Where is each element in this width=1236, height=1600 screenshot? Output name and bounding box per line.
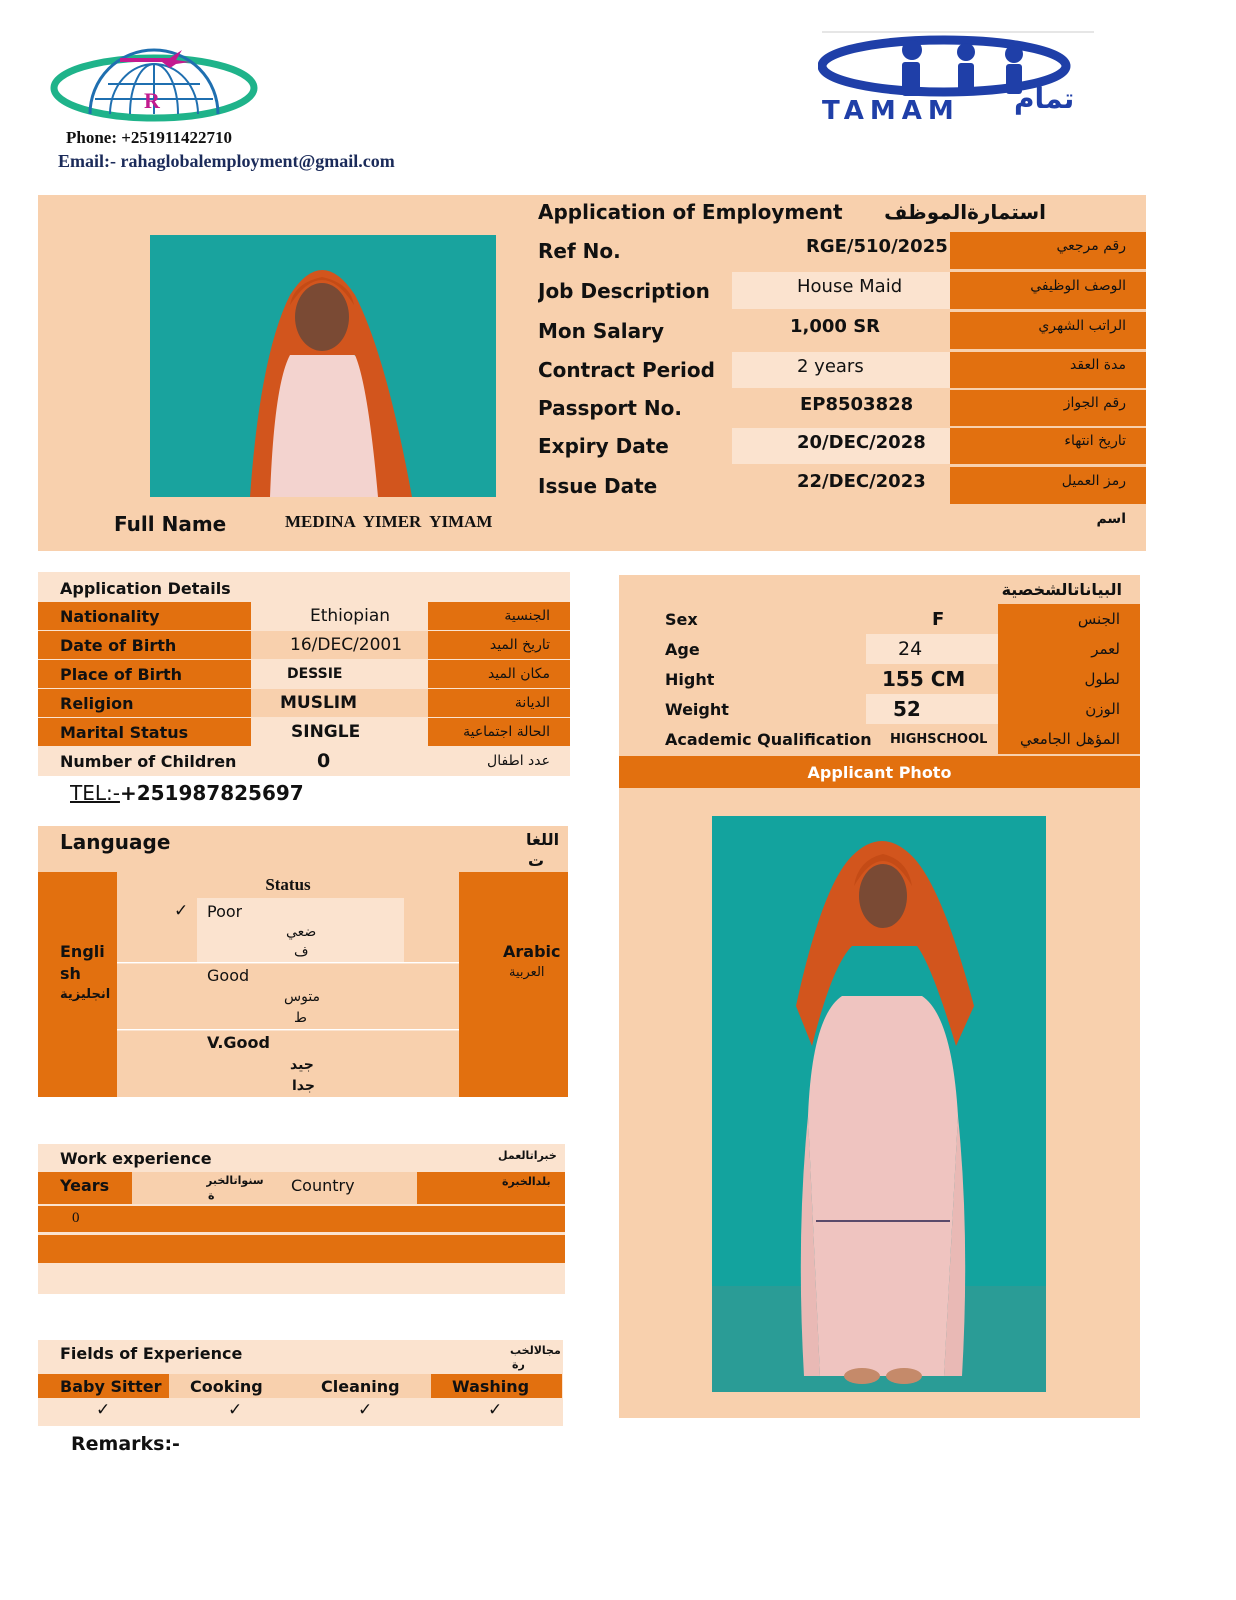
level-good-label: Good — [207, 965, 250, 985]
work-row-2 — [38, 1235, 565, 1263]
field-0-check[interactable]: ✓ — [96, 1400, 111, 1420]
tamam-logo-text: TAMAM — [822, 96, 960, 126]
arabic-column — [459, 872, 568, 1097]
fields-title: Fields of Experience — [60, 1343, 243, 1363]
full-name-value: MEDINA YIMER YIMAM — [285, 512, 493, 531]
app-row-value: 20/DEC/2028 — [797, 431, 926, 453]
app-row-ar: رمز العميل — [1061, 472, 1126, 489]
details-row-label: Number of Children — [60, 751, 237, 771]
work-country-ar: بلدالخبرة — [502, 1174, 551, 1188]
app-row-ar: رقم مرجعي — [1056, 237, 1126, 254]
remarks-label: Remarks:- — [71, 1433, 180, 1455]
application-title: Application of Employment — [538, 200, 843, 224]
work-row-1 — [38, 1206, 565, 1232]
header-phone: Phone: +251911422710 — [66, 128, 232, 147]
level-vgood-label: V.Good — [207, 1032, 270, 1052]
language-title-ar-2: ت — [528, 850, 545, 870]
fields-title-ar-1: مجالالخب — [510, 1343, 561, 1357]
applicant-headshot — [150, 235, 496, 497]
details-row-label: Date of Birth — [60, 635, 177, 655]
app-row-ar: مدة العقد — [1070, 357, 1126, 373]
english-label-ar: انجليزية — [60, 986, 111, 1002]
app-row-label: Issue Date — [538, 473, 658, 498]
application-title-ar: استمارةالموظف — [884, 200, 1046, 224]
level-vgood-ar-1: جيد — [290, 1057, 314, 1073]
app-row-label: Mon Salary — [538, 318, 664, 343]
personal-row-value: 155 CM — [882, 667, 966, 691]
tamam-logo-arabic: تمام — [1014, 82, 1075, 115]
details-row-value: 16/DEC/2001 — [290, 635, 403, 655]
details-row-value: Ethiopian — [310, 606, 391, 626]
app-row-label: Ref No. — [538, 238, 621, 263]
raha-logo — [50, 44, 260, 128]
arabic-label-ar: العربية — [509, 964, 545, 980]
applicant-photo-label: Applicant Photo — [619, 756, 1140, 788]
tel-number: +251987825697 — [119, 781, 304, 805]
personal-row-ar: لعمر — [1091, 640, 1120, 658]
work-years-ar-2: ة — [208, 1188, 215, 1202]
work-title-ar: خبراتالعمل — [498, 1148, 557, 1162]
level-vgood-bg — [117, 1030, 459, 1097]
raha-logo-letter: R — [144, 88, 160, 113]
tel-row — [70, 778, 304, 808]
app-row-label: Passport No. — [538, 396, 682, 420]
personal-row-value: 52 — [893, 697, 921, 721]
work-years-ar-1: سنواتالخبر — [206, 1173, 264, 1187]
app-row-label: Job Description — [538, 278, 710, 303]
english-label-1: Engli — [60, 941, 105, 961]
level-poor-ar-2: ف — [294, 944, 309, 960]
personal-row-value-bg — [866, 634, 998, 664]
personal-row-ar: الجنس — [1077, 610, 1120, 628]
work-country-cell — [132, 1172, 417, 1204]
personal-row-value: F — [932, 608, 945, 630]
details-row-value: DESSIE — [287, 666, 343, 682]
field-2-check[interactable]: ✓ — [358, 1400, 373, 1420]
field-0-label: Baby Sitter — [60, 1376, 162, 1396]
field-1-check[interactable]: ✓ — [228, 1400, 243, 1420]
app-row-value: 22/DEC/2023 — [797, 471, 926, 492]
work-years-label: Years — [60, 1175, 110, 1195]
personal-row-label: Hight — [665, 669, 715, 689]
english-label-2: sh — [60, 963, 81, 983]
applicant-full-photo — [712, 816, 1046, 1392]
personal-row-value: 24 — [898, 638, 923, 660]
details-row-value: 0 — [317, 750, 331, 772]
level-poor-check[interactable]: ✓ — [174, 901, 189, 921]
personal-row-label: Academic Qualification — [665, 729, 872, 749]
app-row-ar: تاريخ انتهاء — [1064, 433, 1126, 449]
details-row-ar: مكان الميد — [487, 666, 550, 682]
details-row-ar: الحالة اجتماعية — [463, 724, 550, 740]
details-row-value: SINGLE — [291, 722, 361, 742]
app-row-value: 1,000 SR — [790, 316, 881, 337]
level-vgood-ar-2: جدا — [292, 1078, 315, 1094]
tel-label: TEL:- — [70, 781, 120, 805]
app-row-label: Contract Period — [538, 358, 715, 382]
app-row-ar: الوصف الوظيفي — [1030, 277, 1126, 294]
personal-title-ar: البياناتالشخصية — [1001, 579, 1122, 599]
status-header: Status — [265, 875, 311, 894]
full-name-ar: اسم — [1096, 511, 1126, 527]
personal-row-label: Age — [665, 639, 700, 659]
work-title: Work experience — [60, 1148, 212, 1168]
personal-row-value-bg — [866, 694, 998, 724]
details-row-label: Nationality — [60, 606, 160, 626]
fields-title-ar-2: رة — [512, 1357, 525, 1371]
personal-row-label: Weight — [665, 699, 729, 719]
level-poor-ar-1: ضعي — [286, 924, 317, 940]
details-row-ar: الديانة — [514, 695, 550, 711]
app-row-value: RGE/510/2025 — [806, 236, 948, 257]
app-row-ar: رقم الجواز — [1063, 395, 1126, 411]
language-title: Language — [60, 830, 171, 854]
work-country-label: Country — [291, 1175, 355, 1195]
app-row-value: 2 years — [797, 355, 864, 377]
details-row-label: Place of Birth — [60, 664, 183, 684]
tamam-logo — [818, 30, 1098, 125]
field-2-label: Cleaning — [321, 1376, 400, 1396]
full-name-label: Full Name — [114, 512, 227, 536]
personal-row-ar: الوزن — [1085, 700, 1120, 718]
personal-row-ar: لطول — [1084, 670, 1120, 688]
app-row-value: House Maid — [797, 276, 903, 297]
details-row-value: MUSLIM — [280, 693, 358, 713]
field-3-label: Washing — [452, 1376, 530, 1396]
details-row-ar: تاريخ الميد — [489, 637, 550, 653]
language-title-ar-1: اللغا — [526, 829, 560, 849]
details-title: Application Details — [60, 578, 231, 598]
level-poor-label: Poor — [207, 901, 243, 921]
header-email: Email:- rahaglobalemployment@gmail.com — [58, 151, 395, 171]
personal-row-label: Sex — [665, 609, 698, 629]
level-good-ar-1: متوس — [284, 989, 321, 1005]
personal-row-value: HIGHSCHOOL — [890, 731, 988, 747]
work-row-1-value: 0 — [72, 1209, 80, 1226]
details-row-ar: الجنسية — [504, 608, 550, 624]
app-row-ar: الراتب الشهري — [1038, 317, 1126, 334]
field-1-label: Cooking — [190, 1376, 263, 1396]
field-3-check[interactable]: ✓ — [488, 1400, 503, 1420]
level-good-ar-2: ط — [294, 1010, 307, 1026]
personal-row-ar: المؤهل الجامعي — [1020, 730, 1120, 748]
app-row-label: Expiry Date — [538, 434, 669, 458]
app-row-value: EP8503828 — [800, 393, 914, 415]
details-row-label: Religion — [60, 693, 134, 713]
arabic-label: Arabic — [503, 941, 561, 961]
details-row-label: Marital Status — [60, 722, 189, 742]
details-row-ar: عدد اطفال — [487, 753, 550, 769]
